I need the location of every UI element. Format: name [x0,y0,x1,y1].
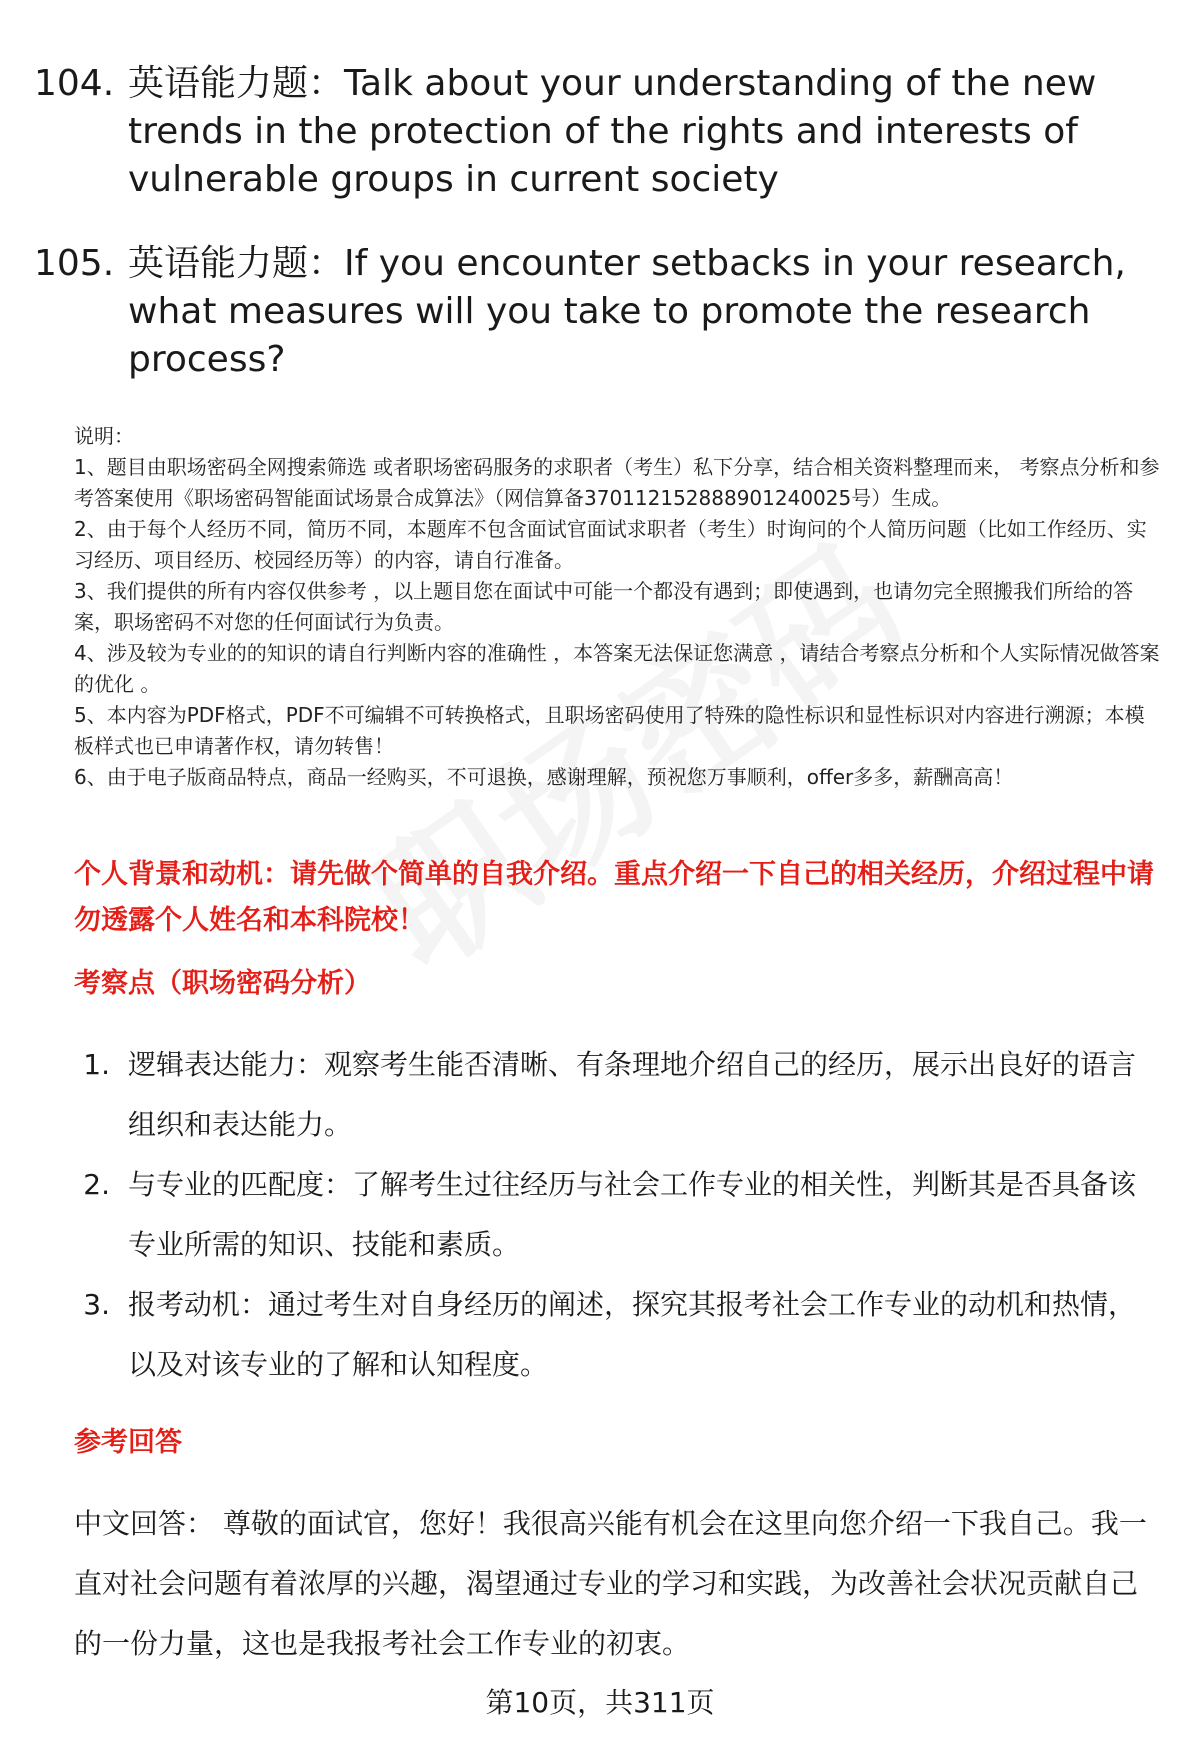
reference-answer-text: 中文回答： 尊敬的面试官，您好！我很高兴能有机会在这里向您介绍一下我自己。我一直对社会问题有着浓厚的兴趣，渴望通过专业的学习和实践，为改善社会状况贡献自己的一份力量，这也是我报考社会工作专业的初衷。 [74,1507,1147,1660]
list-item [74,1275,1154,1395]
list-item-number: 2. [83,1168,110,1201]
question-number: 104. [34,63,115,104]
question-text: 英语能力题：If you encounter setbacks in your research, what measures will you take to promote the research process? [128,243,1126,380]
question-number: 105. [34,243,115,284]
background-question-heading: 个人背景和动机：请先做个简单的自我介绍。重点介绍一下自己的相关经历，介绍过程中请勿透露个人姓名和本科院校！ [74,859,1154,936]
question-105 [34,240,1144,384]
note-item: 4、涉及较为专业的的知识的请自行判断内容的准确性 ，本答案无法保证您满意 ，请结合考察点分析和个人实际情况做答案的优化 。 [74,641,1160,696]
disclaimer-notes [74,421,1164,793]
list-item-number: 1. [83,1048,110,1081]
note-item: 2、由于每个人经历不同，简历不同，本题库不包含面试官面试求职者（考生）时询问的个人简历问题（比如工作经历、实习经历、项目经历、校园经历等）的内容，请自行准备。 [74,517,1147,572]
note-item: 5、本内容为PDF格式，PDF不可编辑不可转换格式，且职场密码使用了特殊的隐性标识和显性标识对内容进行溯源；本模板样式也已申请著作权，请勿转售！ [74,703,1145,758]
page-footer: 第10页，共311页 [485,1686,715,1719]
list-item [74,1035,1154,1155]
assessment-points-list [74,1035,1154,1395]
assessment-points-heading: 考察点（职场密码分析） [74,968,371,999]
list-item-text: 逻辑表达能力：观察考生能否清晰、有条理地介绍自己的经历，展示出良好的语言组织和表达能力。 [128,1048,1137,1141]
reference-answer-heading: 参考回答 [74,1427,182,1458]
list-item-text: 与专业的匹配度：了解考生过往经历与社会工作专业的相关性，判断其是否具备该专业所需的知识、技能和素质。 [128,1168,1137,1261]
note-item: 6、由于电子版商品特点，商品一经购买，不可退换，感谢理解，预祝您万事顺利，offer多多，薪酬高高！ [74,765,1014,789]
question-104 [34,60,1144,204]
list-item-number: 3. [83,1288,110,1321]
notes-title: 说明： [74,424,134,448]
list-item-text: 报考动机：通过考生对自身经历的阐述，探究其报考社会工作专业的动机和热情，以及对该专业的了解和认知程度。 [128,1288,1137,1381]
question-text: 英语能力题：Talk about your understanding of the new trends in the protection of the rights and interests of vulnerable groups in current society [128,63,1097,200]
list-item [74,1155,1154,1275]
note-item: 1、题目由职场密码全网搜索筛选 或者职场密码服务的求职者（考生）私下分享，结合相关资料整理而来， 考察点分析和参考答案使用《职场密码智能面试场景合成算法》（网信算备370112152888901240025号）生成。 [74,455,1160,510]
note-item: 3、我们提供的所有内容仅供参考 ，以上题目您在面试中可能一个都没有遇到；即使遇到，也请勿完全照搬我们所给的答案，职场密码不对您的任何面试行为负责。 [74,579,1134,634]
